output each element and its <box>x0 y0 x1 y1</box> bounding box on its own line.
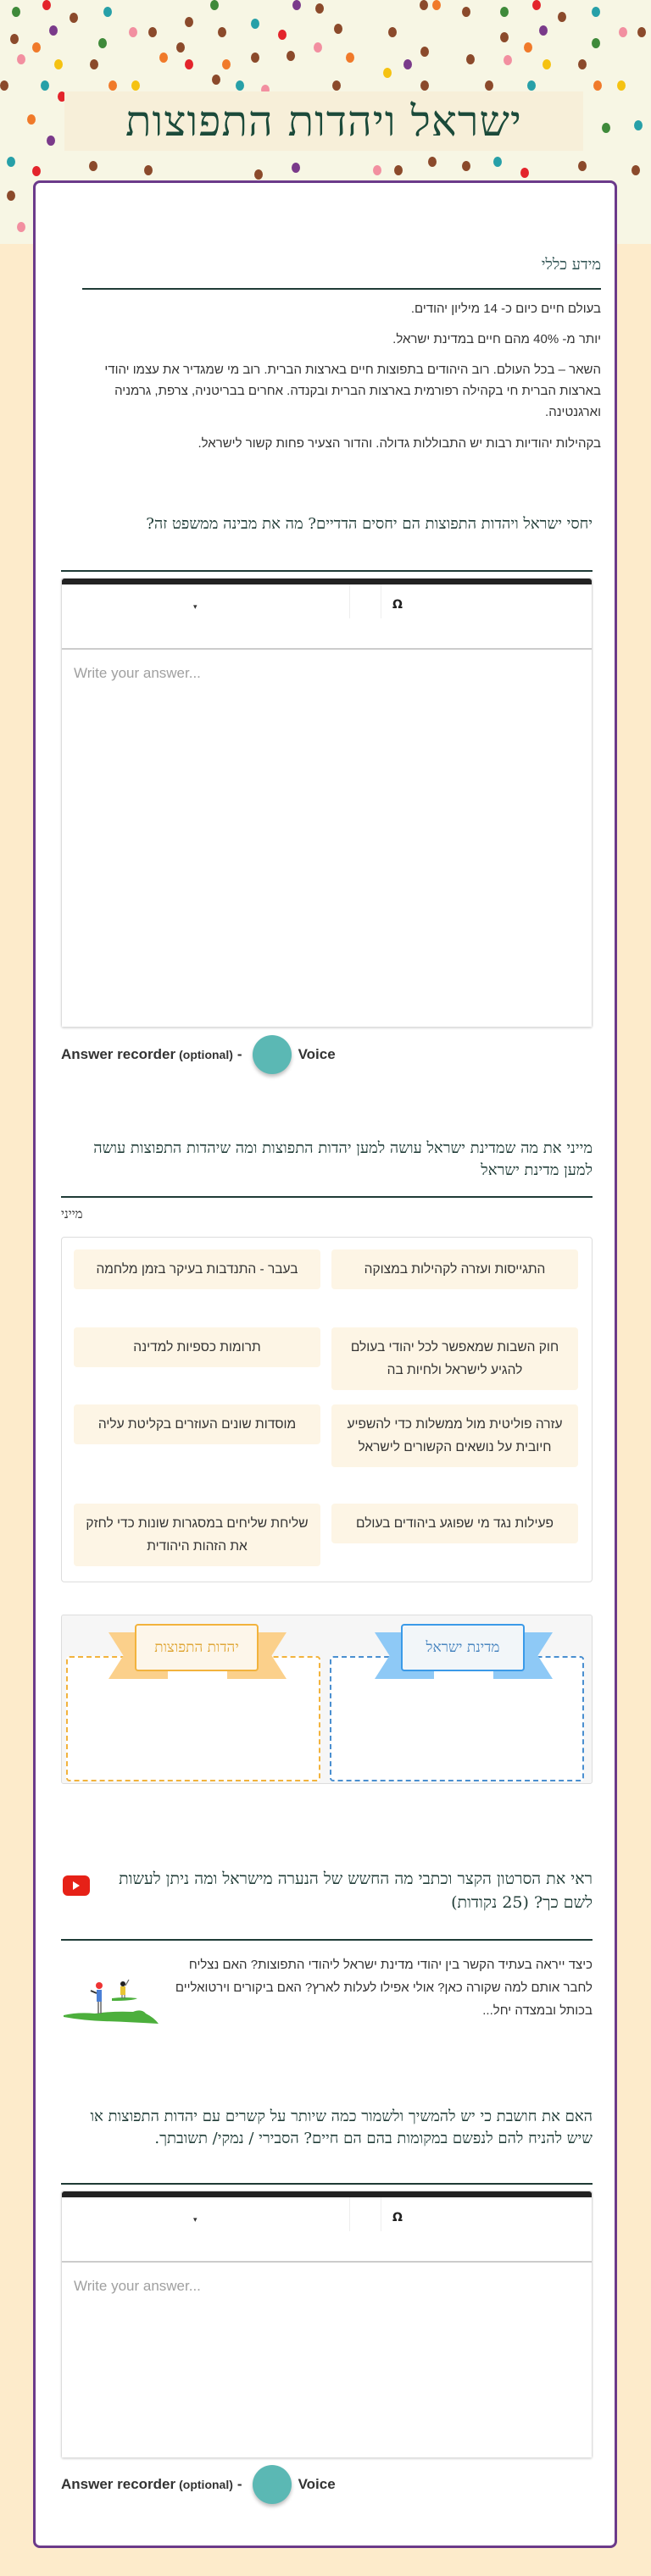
info-paragraph-4: בקהילות יהודיות רבות יש התבוללות גדולה. והדור הצעיר פחות קשור לישראל. <box>198 436 601 451</box>
info-paragraph-1: בעולם חיים כיום כ- 14 מיליון יהודים. <box>410 302 601 316</box>
format-dropdown-caret-icon[interactable]: ▾ <box>193 2216 198 2224</box>
record-voice-button[interactable] <box>253 1035 292 1074</box>
recorder-voice-label: Voice <box>298 1046 336 1062</box>
sort-item[interactable]: תרומות כספיות למדינה <box>74 1327 320 1367</box>
question-2-answer-recorder <box>61 2465 336 2504</box>
sort-item[interactable]: שליחת שליחים במסגרות שונות כדי לחזק את הזהות היהודית <box>74 1504 320 1566</box>
question-2-divider <box>61 2183 593 2185</box>
special-character-icon[interactable]: Ω <box>392 2211 403 2224</box>
bin-diaspora-ribbon <box>108 1624 287 1678</box>
bin-israel-label: מדינת ישראל <box>401 1624 525 1671</box>
play-triangle <box>73 1881 80 1890</box>
recorder-dash: - <box>236 1046 242 1062</box>
question-2-editor <box>61 2191 593 2458</box>
editor-toolbar <box>62 584 592 650</box>
recorder-label: Answer recorder <box>61 1046 176 1062</box>
recorder-optional-label: (optional) <box>179 2478 233 2491</box>
bin-israel-ribbon <box>375 1624 553 1678</box>
video-description[interactable]: כיצד ייראה בעתיד הקשר בין יהודי מדינת ישראל ליהודי התפוצות? האם נצליח לחבר אותם למה שקורה כאן? אולי אפילו לעלות לארץ? האם ביקורים וירטואליים בכותל ובמצדה יחל... <box>175 1958 593 2018</box>
video-divider <box>61 1939 593 1941</box>
record-voice-button[interactable] <box>253 2465 292 2504</box>
page-title-banner <box>64 91 583 151</box>
video-question-title: ראי את הסרטון הקצר וכתבי מה החשש של הנערה מישראל ומה ניתן לעשות לשם כך? (25 נקודות) <box>119 1870 593 1912</box>
sort-item[interactable]: עזרה פוליטית מול ממשלות כדי להשפיע חיובית על נושאים הקשורים לישראל <box>331 1404 578 1467</box>
question-2-answer-input[interactable] <box>62 2263 592 2457</box>
info-paragraph-2: יותר מ- 40% מהם חיים במדינת ישראל. <box>392 332 601 346</box>
youtube-icon[interactable] <box>63 1875 90 1896</box>
editor-toolbar <box>62 2197 592 2263</box>
video-thumbnail[interactable] <box>61 1964 159 2028</box>
sorting-divider <box>61 1196 593 1198</box>
sort-item[interactable]: מוסדות שונים העוזרים בקליטת עליה <box>74 1404 320 1444</box>
sorting-bins <box>61 1615 593 1784</box>
sorting-title: מייני את מה שמדינת ישראל עושה למען יהדות התפוצות ומה שיהדות התפוצות עושה למען מדינת ישראל <box>93 1139 593 1179</box>
format-dropdown-caret-icon[interactable]: ▾ <box>193 603 198 612</box>
question-1-answer-input[interactable] <box>62 650 592 1027</box>
question-1-title: יחסי ישראל ויהדות התפוצות הם יחסים הדדיים? מה את מבינה ממשפט זה? <box>146 515 593 533</box>
toolbar-separator <box>349 2197 350 2231</box>
recorder-label: Answer recorder <box>61 2476 176 2492</box>
info-heading: מידע כללי <box>541 256 601 274</box>
question-1-divider <box>61 570 593 572</box>
toolbar-separator <box>349 584 350 618</box>
info-paragraph-3: השאר – בכל העולם. רוב היהודים בתפוצות חיים בארצות הברית. רוב מי שמגדיר את עצמו יהודי בארצות הברית חי בקהילה רפורמית בארצות הברית ובקנדה. אחרים בבריטניה, צרפת, גרמניה וארגנטינה. <box>104 363 601 419</box>
question-1-editor <box>61 578 593 1028</box>
sort-item[interactable]: התגייסות ועזרה לקהילות במצוקה <box>331 1249 578 1289</box>
special-character-icon[interactable]: Ω <box>392 598 403 612</box>
page-title: ישראל ויהדות התפוצות <box>125 97 522 146</box>
question-2-title: האם את חושבת כי יש להמשיך ולשמור כמה שיותר על קשרים עם יהדות התפוצות או שיש להניח להם לנפשם במקומות בהם הם חיים? הסבירי / נמקי/ תשובתך. <box>90 2108 593 2147</box>
question-1-answer-recorder <box>61 1035 336 1074</box>
recorder-optional-label: (optional) <box>179 1048 233 1061</box>
sort-item[interactable]: בעבר - התנדבות בעיקר בזמן מלחמה <box>74 1249 320 1289</box>
recorder-voice-label: Voice <box>298 2476 336 2492</box>
editor-top-bar <box>62 2191 592 2197</box>
sorting-instruction: מייני <box>61 1206 83 1222</box>
info-divider <box>82 288 601 290</box>
sort-item[interactable]: פעילות נגד מי שפוגע ביהודים בעולם <box>331 1504 578 1543</box>
worksheet-card <box>33 180 617 2548</box>
recorder-dash: - <box>236 2476 242 2492</box>
sort-item[interactable]: חוק השבות שמאפשר לכל יהודי בעולם להגיע לישראל ולחיות בה <box>331 1327 578 1390</box>
bin-diaspora-label: יהדות התפוצות <box>135 1624 259 1671</box>
sorting-items-pool <box>61 1237 593 1582</box>
editor-top-bar <box>62 579 592 584</box>
